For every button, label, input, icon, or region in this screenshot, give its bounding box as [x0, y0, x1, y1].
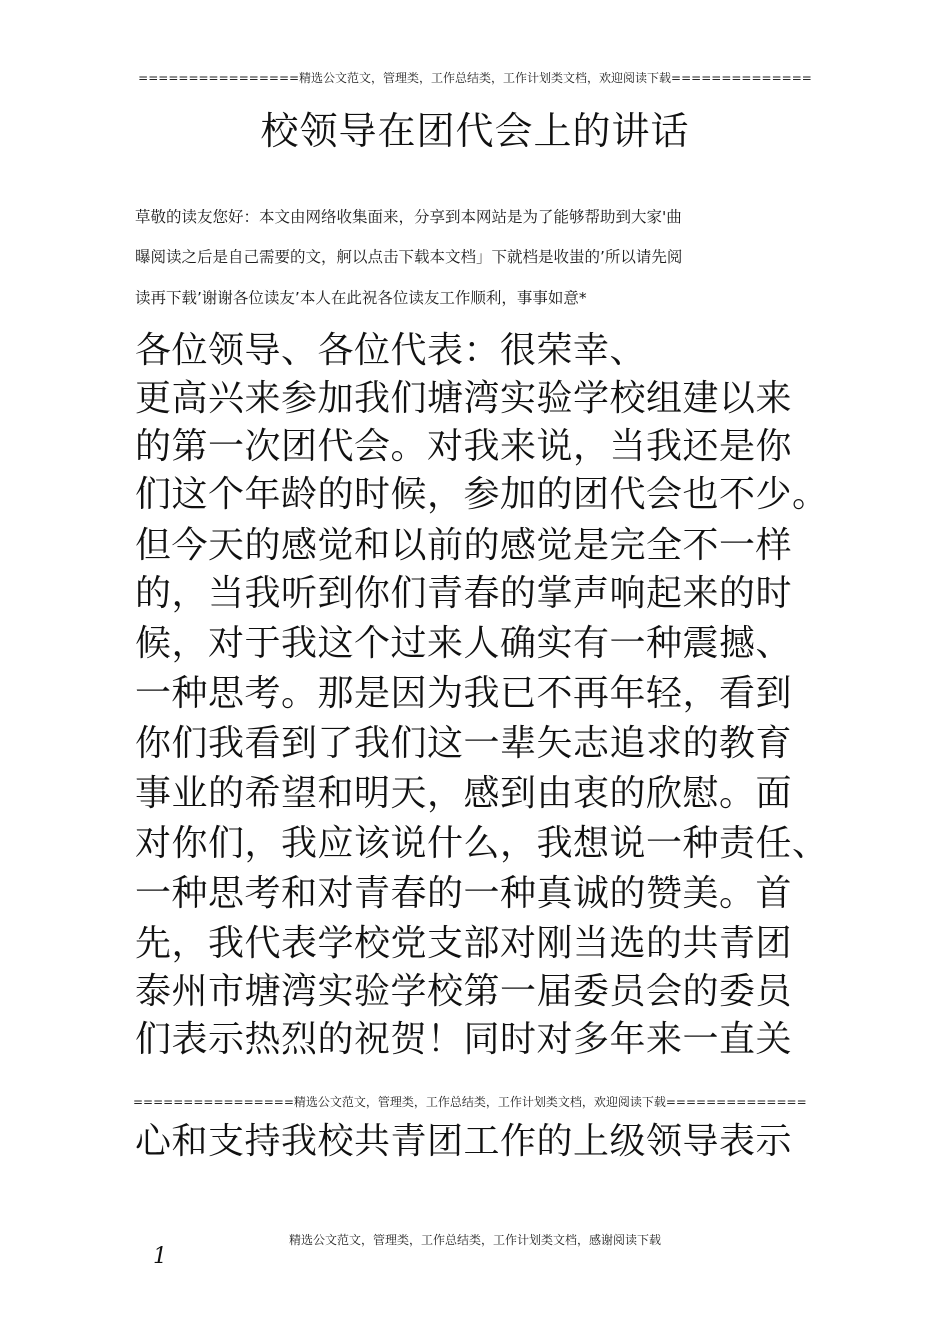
body-line-12: 一种思考和对青春的一种真诚的赞美。首	[135, 873, 793, 914]
body-line-1: 各位领导、各位代表：很荣幸、	[135, 330, 647, 371]
body-line-13: 先，我代表学校党支部对刚当选的共青团	[135, 923, 793, 964]
body-line-8: 一种思考。那是因为我已不再年轻，看到	[135, 673, 793, 714]
body-line-11: 对你们，我应该说什么，我想说一种责任、	[135, 823, 829, 864]
body-line-5: 但今天的感觉和以前的感觉是完全不一样	[135, 525, 793, 566]
body-line-14: 泰州市塘湾实验学校第一届委员会的委员	[135, 971, 793, 1012]
body-line-15: 们表示热烈的祝贺！同时对多年来一直关	[135, 1019, 793, 1060]
body-line-4: 们这个年龄的时候，参加的团代会也不少。	[135, 474, 829, 515]
page-number: 1	[153, 1244, 167, 1269]
footer-text: 精选公文范文，管理类，工作总结类，工作计划类文档，感谢阅读下载	[288, 1233, 661, 1247]
continued-body-line: 心和支持我校共青团工作的上级领导表示	[135, 1121, 793, 1162]
body-line-3: 的第一次团代会。对我来说，当我还是你	[135, 426, 793, 467]
page-break-banner: ================精选公文范文，管理类，工作总结类，工作计划类文档，欢迎阅读下载==============	[133, 1095, 807, 1109]
header-banner: ================精选公文范文，管理类，工作总结类，工作计划类文档，欢迎阅读下载==============	[138, 71, 812, 85]
notice-line-3: 读再下载’谢谢各位读友’本人在此祝各位读友工作顺利，事事如意*	[135, 289, 587, 307]
notice-line-1: 草敬的读友您好：本文由网络收集面来，分享到本网站是为了能够帮助到大家'曲	[135, 208, 682, 226]
body-line-9: 你们我看到了我们这一辈矢志追求的教育	[135, 723, 793, 764]
document-title: 校领导在团代会上的讲话	[260, 109, 690, 153]
body-line-7: 候，对于我这个过来人确实有一种震撼、	[135, 623, 793, 664]
notice-line-2: 曝阅读之后是自己需要的文，舸以点击下载本文档」下就档是收蚩的’所以请先阅	[135, 248, 683, 266]
body-line-6: 的，当我听到你们青春的掌声响起来的时	[135, 573, 793, 614]
body-line-2: 更高兴来参加我们塘湾实验学校组建以来	[135, 378, 793, 419]
body-line-10: 事业的希望和明天，感到由衷的欣慰。面	[135, 773, 793, 814]
